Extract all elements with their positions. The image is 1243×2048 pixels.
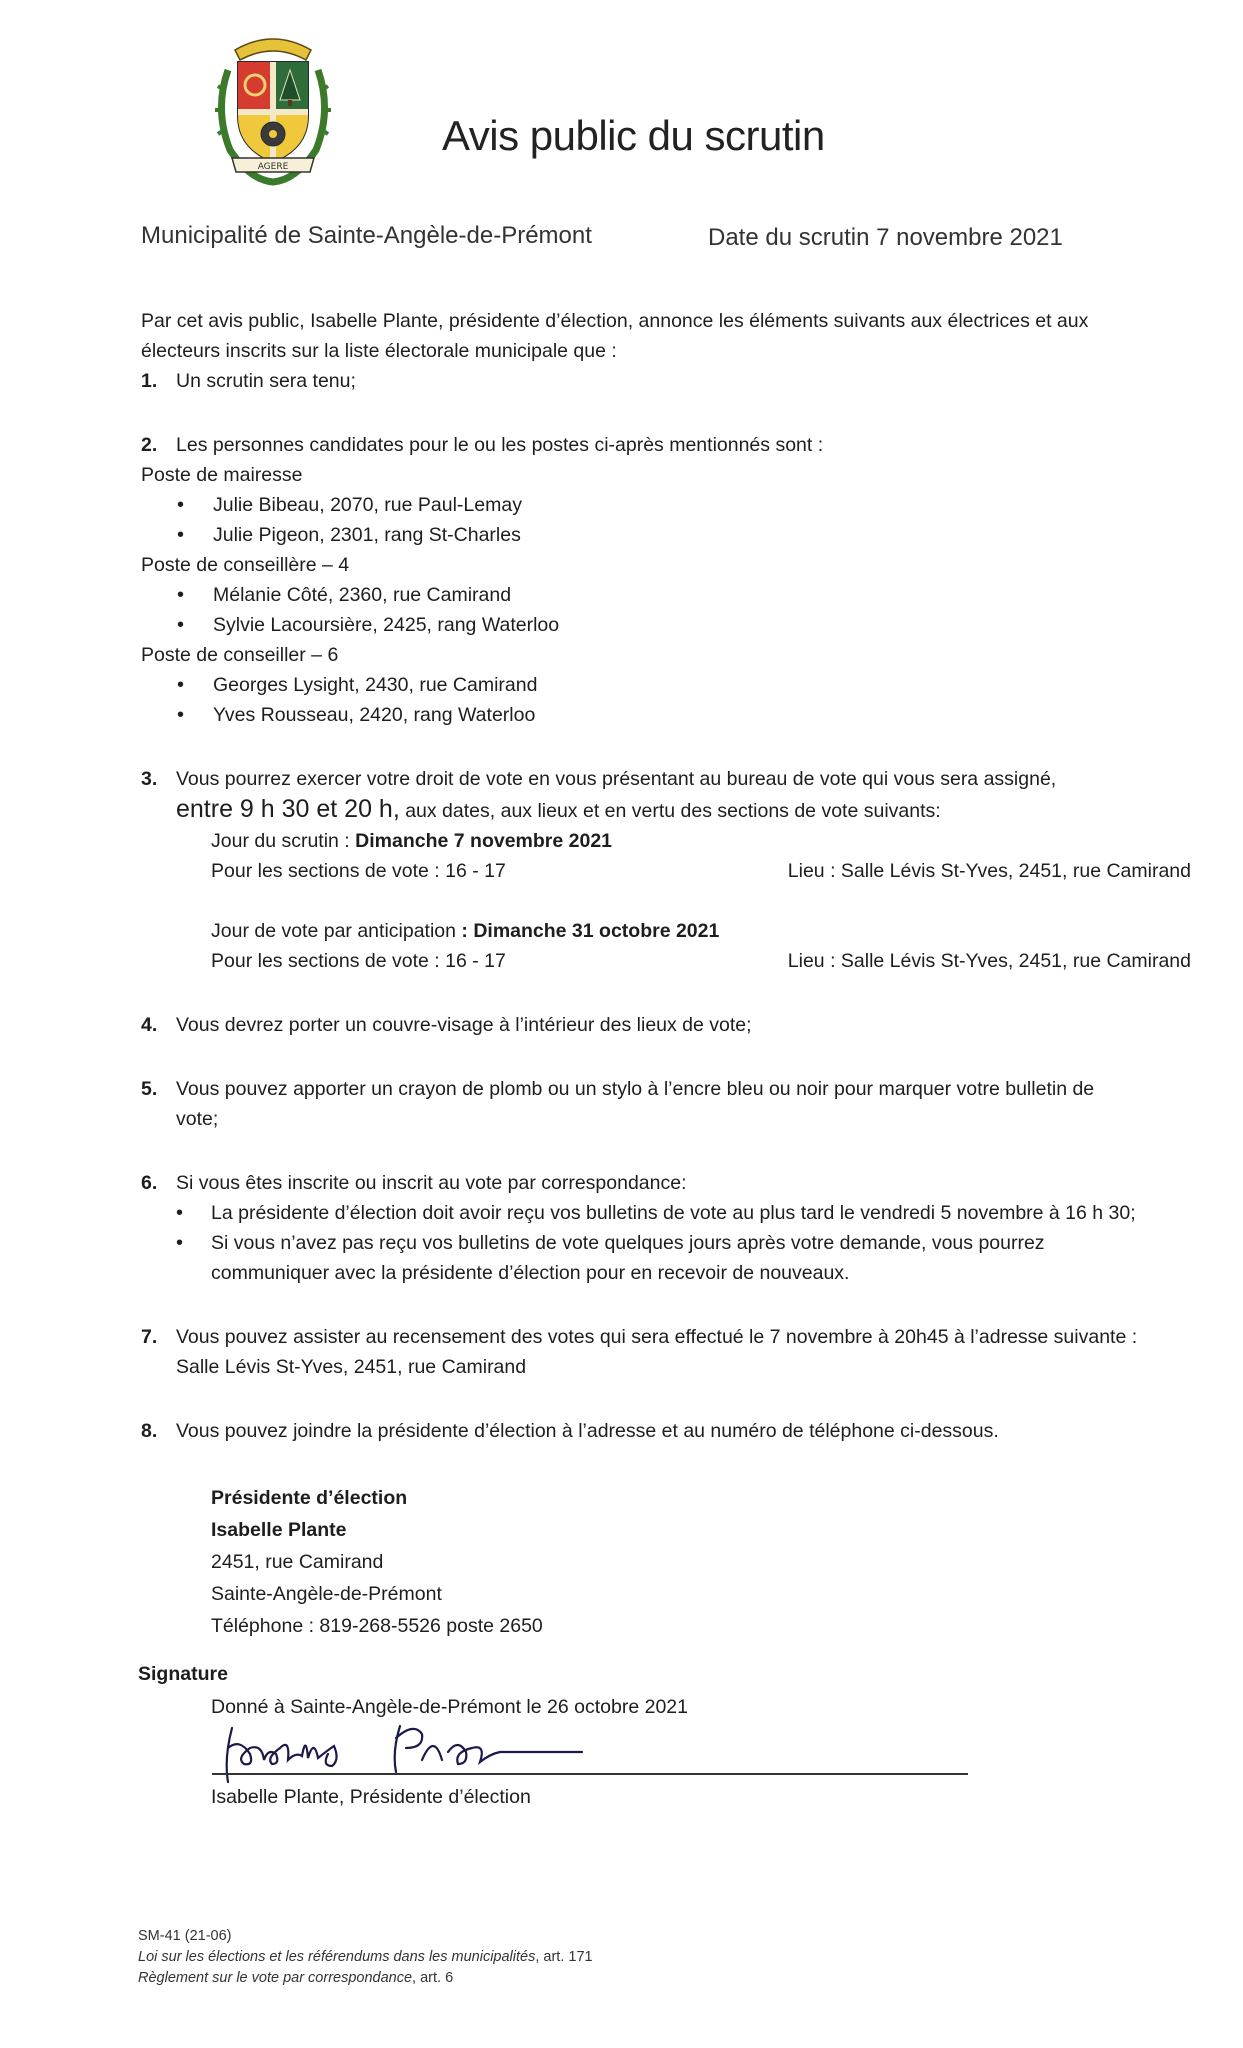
voting-hours: entre 9 h 30 et 20 h, [176,795,400,823]
vote-day-sections [141,856,1191,886]
item-text: Vous devrez porter un couvre-visage à l’intérieur des lieux de vote; [176,1014,752,1036]
vote-day-label: Jour du scrutin : [211,830,356,852]
post-title: Poste de mairesse [141,464,303,486]
signer-name: Isabelle Plante, Présidente d’élection [211,1786,531,1808]
item-text: Vous pouvez apporter un crayon de plomb ou un stylo à l’encre bleu ou noir pour marquer votre bulletin de vote; [176,1078,1095,1130]
item-number: 8. [141,1420,158,1442]
item-4 [141,1010,1141,1040]
item-text: Les personnes candidates pour le ou les postes ci-après mentionnés sont : [176,434,824,456]
form-code: SM-41 (21-06) [138,1928,232,1944]
mail-vote-bullet: • La présidente d’élection doit avoir reçu vos bulletins de vote au plus tard le vendredi 5 novembre à 16 h 30; [141,1198,1141,1228]
sections: Pour les sections de vote : 16 - 17 [211,860,506,882]
signature-given-at: Donné à Sainte-Angèle-de-Prémont le 26 octobre 2021 [211,1696,688,1718]
contact-phone: Téléphone : 819-268-5526 poste 2650 [211,1615,543,1637]
election-date: Date du scrutin 7 novembre 2021 [708,224,1063,251]
item-text: Un scrutin sera tenu; [176,370,356,392]
regulation-reference [138,1968,593,1989]
candidate: • Mélanie Côté, 2360, rue Camirand [141,580,1141,610]
item-number: 6. [141,1172,158,1194]
vote-day [141,826,1141,856]
law-reference [138,1947,593,1968]
law-title: Loi sur les élections et les référendums dans les municipalités [138,1949,536,1965]
candidate: • Georges Lysight, 2430, rue Camirand [141,670,1141,700]
regulation-article: , art. 6 [412,1970,454,1986]
law-article: , art. 171 [535,1949,593,1965]
advance-label: Jour de vote par anticipation [211,920,462,942]
candidate: • Yves Rousseau, 2420, rang Waterloo [141,700,1141,730]
intro-paragraph: Par cet avis public, Isabelle Plante, présidente d’élection, annonce les éléments suivants aux électrices et aux électeurs inscrits sur la liste électorale municipale que : [141,310,1089,362]
place: Lieu : Salle Lévis St-Yves, 2451, rue Camirand [787,860,1191,882]
municipal-crest-icon [210,30,336,186]
item-number: 2. [141,434,158,456]
item-text: Vous pouvez assister au recensement des votes qui sera effectué le 7 novembre à 20h45 à l’adresse suivante : Salle Lévis St-Yves, 2451, rue Camirand [176,1326,1138,1378]
item-text: Vous pourrez exercer votre droit de vote en vous présentant au bureau de vote qui vous sera assigné, [176,768,1057,790]
footer [138,1926,593,1989]
notice-body [141,306,1191,1642]
item-number: 1. [141,370,158,392]
candidate: • Julie Bibeau, 2070, rue Paul-Lemay [141,490,1141,520]
item-3 [141,764,1141,826]
contact-city: Sainte-Angèle-de-Prémont [211,1583,442,1605]
item-number: 7. [141,1326,158,1348]
signature-line [212,1773,968,1775]
item-6 [141,1168,1141,1198]
item-5 [141,1074,1141,1134]
crest-motto: AGERE [257,162,289,172]
candidate: • Julie Pigeon, 2301, rang St-Charles [141,520,1141,550]
contact-role: Présidente d’élection [211,1487,408,1509]
contact-street: 2451, rue Camirand [211,1551,384,1573]
contact-name: Isabelle Plante [211,1519,347,1541]
item-number: 3. [141,768,158,790]
page-title: Avis public du scrutin [442,112,825,159]
post-title: Poste de conseillère – 4 [141,554,350,576]
item-text-cont: aux dates, aux lieux et en vertu des sections de vote suivants: [399,800,941,822]
item-number: 5. [141,1078,158,1100]
post-title: Poste de conseiller – 6 [141,644,339,666]
mail-vote-bullet: • Si vous n’avez pas reçu vos bulletins de vote quelques jours après votre demande, vous pourrez communiquer avec la présidente d’élection pour en recevoir de nouveaux. [141,1228,1141,1288]
vote-day-date: Dimanche 7 novembre 2021 [355,830,613,852]
advance-date: : Dimanche 31 octobre 2021 [461,920,720,942]
advance-vote-day [141,916,1141,946]
item-number: 4. [141,1014,158,1036]
item-7 [141,1322,1141,1382]
regulation-title: Règlement sur le vote par correspondance [138,1970,413,1986]
item-text: Vous pouvez joindre la présidente d’élection à l’adresse et au numéro de téléphone ci-dessous. [176,1420,999,1442]
candidate: • Sylvie Lacoursière, 2425, rang Waterloo [141,610,1141,640]
signature-label: Signature [138,1663,228,1685]
advance-sections [141,946,1191,976]
handwritten-signature [210,1708,590,1788]
place: Lieu : Salle Lévis St-Yves, 2451, rue Camirand [787,950,1191,972]
municipality-name: Municipalité de Sainte-Angèle-de-Prémont [141,222,592,249]
item-1 [141,366,1141,396]
item-8 [141,1416,1141,1446]
sections: Pour les sections de vote : 16 - 17 [211,950,506,972]
item-text: Si vous êtes inscrite ou inscrit au vote par correspondance: [176,1172,687,1194]
item-2 [141,430,1141,460]
